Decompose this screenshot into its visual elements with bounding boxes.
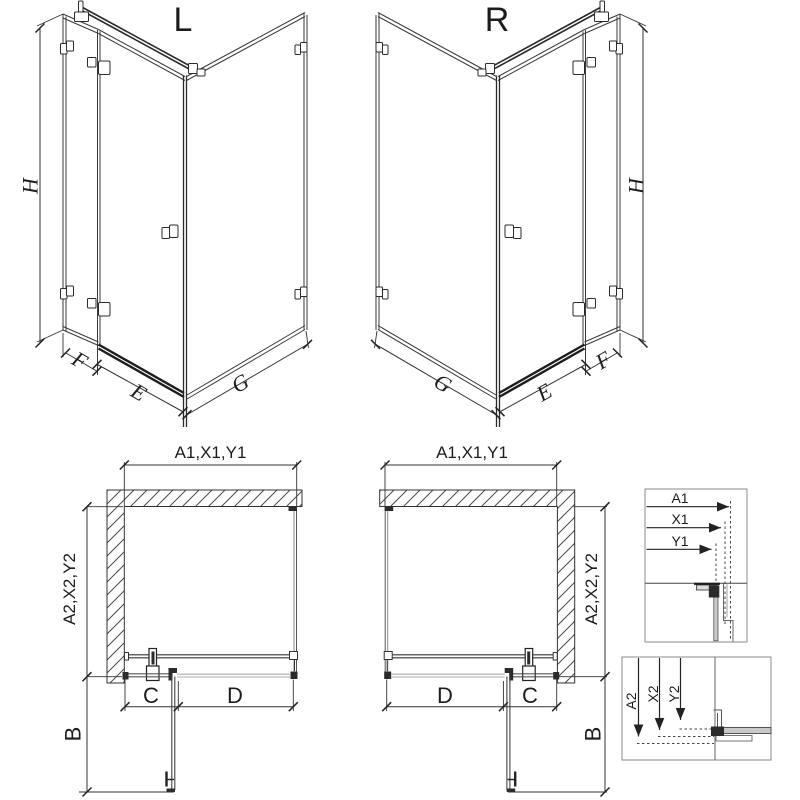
plan-left-dim-d: D — [227, 683, 243, 708]
iso-left-dim-e: E — [126, 377, 151, 407]
iso-right-dim-f: F — [591, 345, 616, 375]
plan-left-dim-c: C — [143, 683, 159, 708]
wall-section-right-plan — [380, 490, 575, 683]
iso-view-right — [371, 1, 649, 427]
detail-width-dim-a1: A1 — [671, 490, 689, 506]
detail-box-depth — [622, 657, 771, 760]
plan-view-right — [380, 443, 610, 797]
plan-left-side-dim: A2,X2,Y2 — [59, 553, 79, 625]
iso-right-dim-g: G — [429, 368, 457, 398]
detail-depth-dim-a2: A2 — [622, 692, 639, 710]
plan-left-dim-b: B — [60, 726, 86, 742]
detail-box-width — [645, 489, 747, 642]
iso-right-dim-h: H — [623, 178, 649, 194]
iso-left-dim-f: F — [67, 345, 92, 375]
plan-view-left — [60, 443, 302, 797]
detail-width-dim-x1: X1 — [671, 511, 689, 527]
iso-right-dim-e: E — [532, 377, 557, 407]
iso-left-title: L — [173, 1, 193, 39]
plan-right-top-dim: A1,X1,Y1 — [436, 443, 508, 462]
iso-view-left — [18, 1, 312, 427]
plan-right-side-dim: A2,X2,Y2 — [581, 553, 601, 625]
detail-depth-dim-y2: Y2 — [665, 685, 682, 703]
wall-section-left-plan — [107, 490, 302, 683]
plan-right-dim-c: C — [522, 683, 538, 708]
iso-left-dim-g: G — [226, 368, 254, 398]
plan-right-dim-d: D — [437, 683, 453, 708]
iso-right-title: R — [484, 1, 510, 39]
detail-width-dim-y1: Y1 — [671, 533, 689, 549]
plan-left-top-dim: A1,X1,Y1 — [174, 443, 247, 462]
detail-depth-dim-x2: X2 — [644, 685, 661, 703]
iso-left-dim-h: H — [17, 178, 43, 194]
plan-right-dim-b: B — [580, 726, 606, 742]
